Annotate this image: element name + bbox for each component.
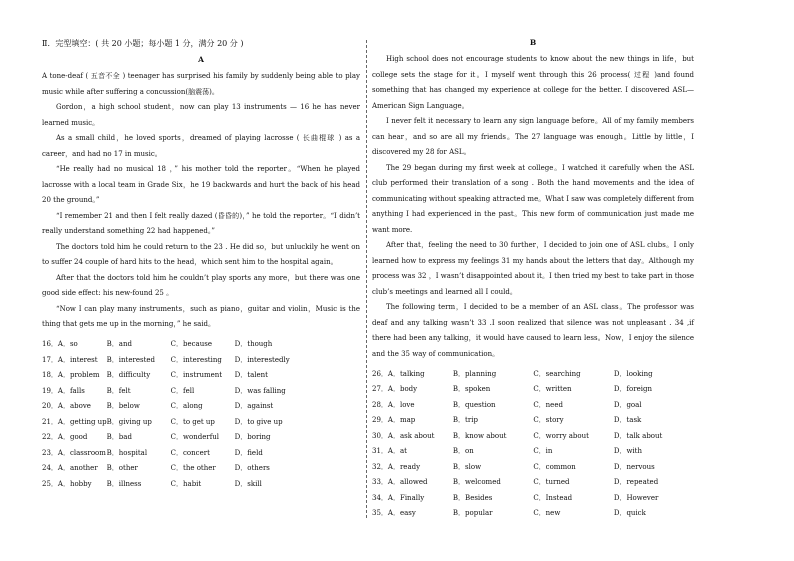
option-cell: D．looking [613, 369, 653, 378]
option-cell: B．slow [452, 462, 482, 471]
option-cell: D．was falling [234, 386, 286, 395]
option-row [42, 461, 299, 477]
passage-a-paragraph: Gordon，a high school student，now can play 13 instruments — 16 he has never learned music。 [42, 103, 360, 127]
option-row [42, 352, 299, 368]
option-row [42, 337, 299, 353]
option-cell: B．difficulty [106, 371, 151, 380]
option-cell: C．searching [533, 369, 581, 378]
option-cell: B．know about [452, 431, 507, 440]
option-cell: D．interestedly [234, 355, 290, 364]
column-divider [366, 40, 367, 518]
passage-b-title: B [529, 38, 537, 47]
option-cell: C．the other [170, 464, 216, 473]
option-cell: 34．A．Finally [372, 493, 425, 502]
passage-a-title: A [198, 55, 204, 64]
option-cell: C．to get up [170, 417, 215, 426]
option-cell: B．giving up [106, 417, 152, 426]
option-cell: B．spoken [452, 385, 491, 394]
option-cell: C．fell [170, 386, 195, 395]
option-cell: C．turned [533, 478, 570, 487]
passage-b-paragraph: The following term，I decided to be a member of an ASL class。The professor was deaf and any talking wasn’t 33 .I soon realized that silence was not unpleasant . 34 ,if there had been any talking，it would have caused to learn less。Now，I enjoy the silence and the 35 way of communication。 [372, 303, 694, 358]
option-row [372, 475, 694, 491]
option-cell: C．new [533, 509, 561, 518]
option-row [372, 397, 694, 413]
option-row [42, 430, 299, 446]
passage-a-paragraph: A tone-deaf ( 五音不全 ) teenager has surprised his family by suddenly being able to play music while after suffering a concussion(脑震荡)。 [42, 72, 360, 96]
option-cell: B．below [106, 402, 140, 411]
option-cell: D．others [234, 464, 270, 473]
option-cell: D．foreign [613, 385, 652, 394]
option-cell: B．on [452, 447, 474, 456]
option-row [372, 459, 694, 475]
option-cell: 25．A．hobby [42, 479, 92, 488]
option-cell: 29．A．map [372, 416, 416, 425]
option-cell: C．need [533, 400, 563, 409]
passage-a-paragraph: After that the doctors told him he couldn’t play sports any more，but there was one good side effect: his new-found 25 。 [42, 273, 360, 297]
passage-a-options-table [42, 337, 299, 492]
option-cell: C．instrument [170, 371, 223, 380]
option-cell: C．interesting [170, 355, 222, 364]
passage-b-paragraph: I never felt it necessary to learn any sign language before。All of my family members can hear，and so are all my friends。The 27 language was enough。Little by little，I discovered my 28 for ASL。 [372, 117, 694, 156]
option-row [372, 366, 694, 382]
option-row [372, 428, 694, 444]
option-cell: 33．A．allowed [372, 478, 428, 487]
option-cell: C．written [533, 385, 572, 394]
option-cell: C．Instead [533, 493, 573, 502]
passage-a-paragraph: “Now I can play many instruments，such as piano，guitar and violin，Music is the thing that gets me up in the morning，” he said。 [42, 304, 360, 328]
right-column [372, 38, 694, 521]
option-cell: B．bad [106, 433, 132, 442]
option-cell: 30．A．ask about [372, 431, 435, 440]
option-cell: D．talent [234, 371, 268, 380]
option-cell: 21．A．getting up [42, 417, 107, 426]
option-cell: 24．A．another [42, 464, 98, 473]
option-cell: B．popular [452, 509, 493, 518]
option-cell: D．though [234, 340, 273, 349]
option-row [42, 414, 299, 430]
option-cell: 20．A．above [42, 402, 91, 411]
option-cell: C．along [170, 402, 203, 411]
option-row [372, 413, 694, 429]
option-cell: C．common [533, 462, 576, 471]
option-cell: D．quick [613, 509, 646, 518]
option-row [42, 476, 299, 492]
option-row [372, 444, 694, 460]
option-cell: D．repeated [613, 478, 659, 487]
passage-a-paragraph: As a small child，he loved sports，dreamed of playing lacrosse ( 长曲棍球 ) as a career，and had no 17 in music。 [42, 134, 360, 158]
option-cell: D．boring [234, 433, 271, 442]
option-cell: B．trip [452, 416, 478, 425]
option-cell: B．welcomed [452, 478, 501, 487]
option-cell: 35．A．easy [372, 509, 416, 518]
option-cell: B．hospital [106, 448, 148, 457]
option-cell: D．to give up [234, 417, 283, 426]
option-cell: 23．A．classroom [42, 448, 106, 457]
passage-b-paragraph: The 29 began during my first week at college。I watched it carefully when the ASL club performed their translation of a song . Both the hand movements and the idea of communicating without speaking attracted me。What I saw was completely different from anything I had experienced in the past。This new form of communication just made me want more. [372, 163, 694, 234]
option-cell: D．with [613, 447, 643, 456]
option-cell: B．illness [106, 479, 142, 488]
option-cell: 16．A．so [42, 340, 78, 349]
option-cell: D．against [234, 402, 274, 411]
passage-a-paragraph: “He really had no musical 18 ，” his mother told the reporter。“When he played lacrosse with a local team in Grade Six，he 19 backwards and hurt the back of his head 20 the ground。” [42, 165, 360, 204]
option-cell: B．and [106, 340, 132, 349]
passage-b-paragraph: High school does not encourage students to know about the new things in life，but college sets the stage for it。I myself went through this 26 process( 过程 )and found something that has changed my experience at college for the better. I discovered ASL—American Sign Language。 [372, 55, 694, 110]
option-cell: D．nervous [613, 462, 655, 471]
option-cell: D．However [613, 493, 659, 502]
option-row [372, 506, 694, 522]
option-cell: B．felt [106, 386, 131, 395]
option-cell: 22．A．good [42, 433, 88, 442]
option-cell: 18．A．problem [42, 371, 100, 380]
section-heading: Ⅱ．完型填空：( 共 20 小题；每小题 1 分，满分 20 分 ) [42, 39, 244, 48]
option-row [42, 368, 299, 384]
option-cell: 32．A．ready [372, 462, 421, 471]
left-column [42, 38, 360, 492]
option-cell: C．story [533, 416, 564, 425]
option-cell: B．interested [106, 355, 156, 364]
option-row [42, 399, 299, 415]
option-row [42, 445, 299, 461]
option-cell: 28．A．love [372, 400, 415, 409]
option-cell: B．Besides [452, 493, 493, 502]
option-cell: 27．A．body [372, 385, 418, 394]
option-cell: D．goal [613, 400, 642, 409]
option-cell: 17．A．interest [42, 355, 98, 364]
option-cell: 19．A．falls [42, 386, 85, 395]
option-cell: 26．A．talking [372, 369, 425, 378]
option-cell: D．talk about [613, 431, 663, 440]
option-cell: C．in [533, 447, 553, 456]
option-row [372, 382, 694, 398]
option-cell: D．field [234, 448, 263, 457]
option-cell: B．other [106, 464, 138, 473]
option-cell: D．task [613, 416, 642, 425]
option-cell: B．planning [452, 369, 497, 378]
option-row [42, 383, 299, 399]
passage-a-paragraph: “I remember 21 and then I felt really dazed (昏昏的)，” he told the reporter。“I didn’t really understand something 22 had happened。” [42, 211, 360, 235]
option-row [372, 490, 694, 506]
option-cell: C．concert [170, 448, 210, 457]
option-cell: D．skill [234, 479, 262, 488]
option-cell: C．habit [170, 479, 202, 488]
option-cell: C．worry about [533, 431, 589, 440]
passage-b-paragraph: After that，feeling the need to 30 further，I decided to join one of ASL clubs。I only learned how to express my feelings 31 my hands about the letters that day。Although my process was 32 ，I wasn’t disappointed about it。I then tried my best to take part in those club’s meetings and learned all I could。 [372, 241, 694, 296]
option-cell: C．wonderful [170, 433, 220, 442]
passage-a-paragraph: The doctors told him he could return to the 23 . He did so，but unluckily he went on to suffer 24 couple of hard hits to the head，which sent him to the hospital again。 [42, 242, 360, 266]
option-cell: B．question [452, 400, 496, 409]
option-cell: 31．A．at [372, 447, 407, 456]
option-cell: C．because [170, 340, 212, 349]
passage-b-options-table [372, 366, 694, 521]
